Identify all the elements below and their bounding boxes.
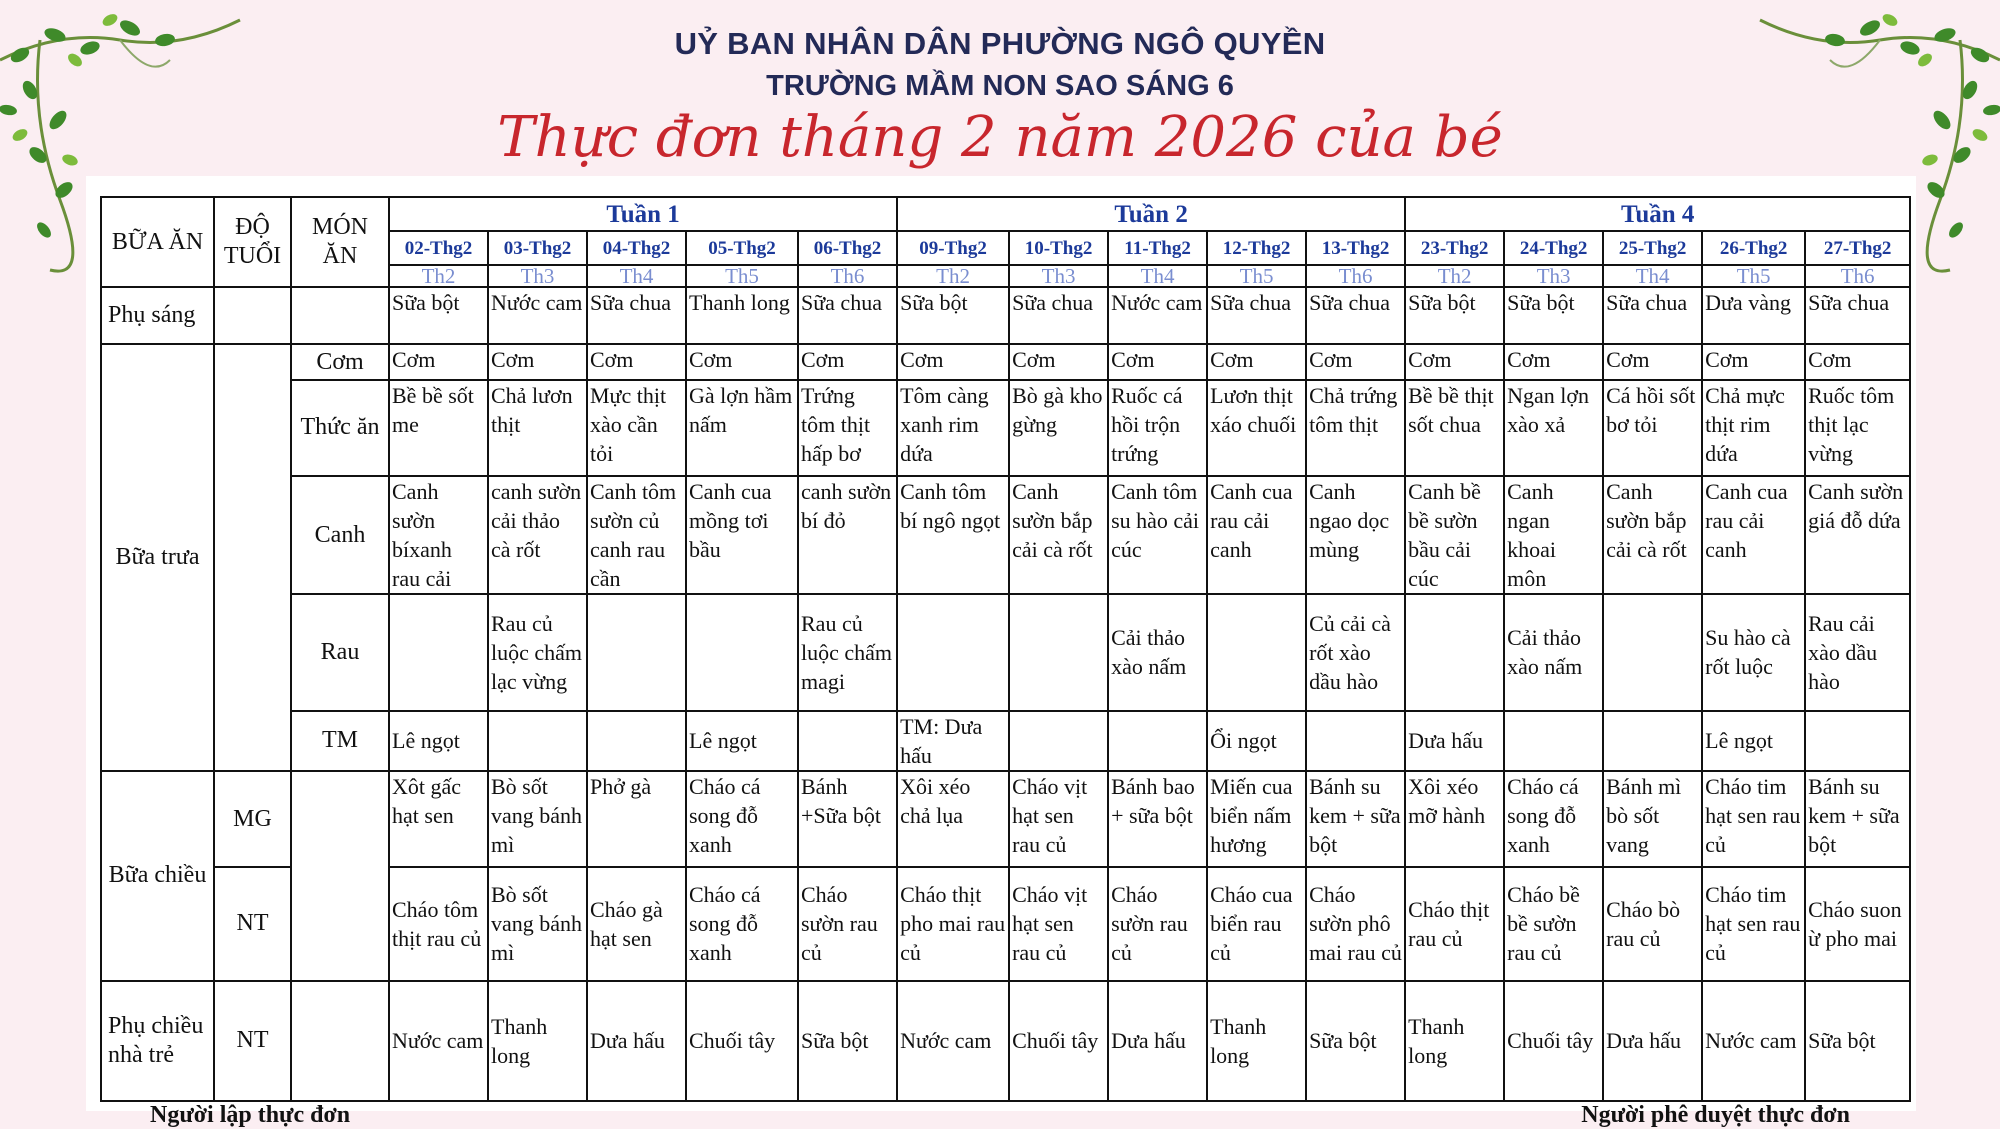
- menu-cell: Thanh long: [488, 981, 587, 1101]
- menu-cell: Chuối tây: [1504, 981, 1603, 1101]
- menu-cell: Cơm: [1108, 344, 1207, 379]
- menu-cell: Cải thảo xào nấm: [1108, 594, 1207, 710]
- menu-cell: Bánh su kem + sữa bột: [1306, 771, 1405, 867]
- row-thuc-an: [101, 380, 1910, 476]
- menu-cell: Cháo cá song đỗ xanh: [686, 771, 798, 867]
- menu-cell: Cơm: [488, 344, 587, 379]
- menu-cell: Cháo sườn rau củ: [798, 867, 897, 980]
- day-header: Th4: [1603, 265, 1702, 287]
- week-row: [101, 197, 1910, 231]
- day-header: Th3: [1009, 265, 1108, 287]
- col-header-bua-an: BỮA ĂN: [101, 197, 214, 287]
- day-header: Th2: [389, 265, 488, 287]
- menu-cell: Lê ngọt: [389, 711, 488, 771]
- menu-cell: Cháo cá song đỗ xanh: [1504, 771, 1603, 867]
- week-header: Tuần 2: [897, 197, 1405, 231]
- menu-cell: Canh tôm su hào cải cúc: [1108, 476, 1207, 594]
- menu-cell: Nước cam: [389, 981, 488, 1101]
- row-com: [101, 344, 1910, 379]
- menu-cell: Nước cam: [1108, 287, 1207, 344]
- menu-cell: Bánh +Sữa bột: [798, 771, 897, 867]
- menu-cell: Chả trứng tôm thịt: [1306, 380, 1405, 476]
- menu-cell: Bò sốt vang bánh mì: [488, 771, 587, 867]
- menu-cell: [1504, 711, 1603, 771]
- menu-cell: [686, 594, 798, 710]
- day-header: Th5: [1207, 265, 1306, 287]
- menu-cell: Canh cua mồng tơi bầu: [686, 476, 798, 594]
- date-header: 04-Thg2: [587, 231, 686, 265]
- menu-cell: Cơm: [1405, 344, 1504, 379]
- menu-cell: Sữa chua: [1603, 287, 1702, 344]
- menu-cell: Cháo bò rau củ: [1603, 867, 1702, 980]
- menu-cell: Cháo tim hạt sen rau củ: [1702, 771, 1805, 867]
- date-header: 24-Thg2: [1504, 231, 1603, 265]
- menu-cell: Sữa chua: [1207, 287, 1306, 344]
- menu-cell: Bánh su kem + sữa bột: [1805, 771, 1910, 867]
- footer-right: Người phê duyệt thực đơn: [1581, 1102, 1850, 1128]
- menu-cell: Sữa chua: [1009, 287, 1108, 344]
- menu-cell: Cá hồi sốt bơ tỏi: [1603, 380, 1702, 476]
- date-header: 26-Thg2: [1702, 231, 1805, 265]
- menu-cell: Canh sườn bắp cải cà rốt: [1009, 476, 1108, 594]
- menu-cell: Lê ngọt: [686, 711, 798, 771]
- menu-cell: Chuối tây: [1009, 981, 1108, 1101]
- menu-cell: Cơm: [1306, 344, 1405, 379]
- menu-cell: Ruốc cá hồi trộn trứng: [1108, 380, 1207, 476]
- menu-cell: Su hào cà rốt luộc: [1702, 594, 1805, 710]
- menu-cell: Nước cam: [1702, 981, 1805, 1101]
- menu-cell: [1108, 711, 1207, 771]
- menu-cell: Canh ngao dọc mùng: [1306, 476, 1405, 594]
- menu-cell: Canh sườn bắp cải cà rốt: [1603, 476, 1702, 594]
- menu-cell: Phở gà: [587, 771, 686, 867]
- menu-cell: Dưa vàng: [1702, 287, 1805, 344]
- dish-label: Cơm: [291, 344, 389, 379]
- menu-cell: Cơm: [897, 344, 1009, 379]
- menu-cell: Cháo thịt rau củ: [1405, 867, 1504, 980]
- dish-cell: [291, 981, 389, 1101]
- menu-cell: [1405, 594, 1504, 710]
- menu-cell: [1805, 711, 1910, 771]
- day-header: Th4: [587, 265, 686, 287]
- menu-cell: Tôm càng xanh rim dứa: [897, 380, 1009, 476]
- menu-cell: Cải thảo xào nấm: [1504, 594, 1603, 710]
- age-cell: [214, 344, 291, 770]
- dish-cell: [291, 771, 389, 981]
- menu-cell: canh sườn bí đỏ: [798, 476, 897, 594]
- date-header: 09-Thg2: [897, 231, 1009, 265]
- menu-cell: [798, 711, 897, 771]
- menu-cell: Ngan lợn xào xả: [1504, 380, 1603, 476]
- menu-cell: Bò sốt vang bánh mì: [488, 867, 587, 980]
- date-header: 02-Thg2: [389, 231, 488, 265]
- dish-cell: [291, 287, 389, 344]
- menu-cell: Chuối tây: [686, 981, 798, 1101]
- menu-cell: Trứng tôm thịt hấp bơ: [798, 380, 897, 476]
- row-canh: [101, 476, 1910, 594]
- menu-cell: Sữa chua: [1805, 287, 1910, 344]
- age-label: MG: [214, 771, 291, 867]
- menu-cell: Cháo cá song đỗ xanh: [686, 867, 798, 980]
- menu-cell: Cháo cua biển rau củ: [1207, 867, 1306, 980]
- menu-cell: Ổi ngọt: [1207, 711, 1306, 771]
- row-rau: [101, 594, 1910, 710]
- menu-cell: Bề bề thịt sốt chua: [1405, 380, 1504, 476]
- date-header: 25-Thg2: [1603, 231, 1702, 265]
- menu-cell: Thanh long: [686, 287, 798, 344]
- menu-cell: [488, 711, 587, 771]
- week-header: Tuần 4: [1405, 197, 1910, 231]
- meal-label: Phụ chiều nhà trẻ: [101, 981, 214, 1101]
- menu-cell: Chả lươn thịt: [488, 380, 587, 476]
- menu-cell: Xôi xéo mỡ hành: [1405, 771, 1504, 867]
- menu-cell: Thanh long: [1207, 981, 1306, 1101]
- menu-cell: Cơm: [1702, 344, 1805, 379]
- date-header: 13-Thg2: [1306, 231, 1405, 265]
- menu-cell: Củ cải cà rốt xào dầu hào: [1306, 594, 1405, 710]
- menu-cell: Cháo vịt hạt sen rau củ: [1009, 867, 1108, 980]
- menu-cell: Rau củ luộc chấm lạc vừng: [488, 594, 587, 710]
- day-header: Th6: [1306, 265, 1405, 287]
- date-header: 23-Thg2: [1405, 231, 1504, 265]
- menu-cell: [1009, 594, 1108, 710]
- menu-cell: Cơm: [686, 344, 798, 379]
- row-chieu-mg: [101, 771, 1910, 867]
- day-header: Th3: [488, 265, 587, 287]
- menu-cell: [897, 594, 1009, 710]
- menu-cell: Cháo sườn rau củ: [1108, 867, 1207, 980]
- dish-label: Canh: [291, 476, 389, 594]
- menu-cell: Canh cua rau cải canh: [1702, 476, 1805, 594]
- menu-cell: Sữa bột: [1504, 287, 1603, 344]
- day-header: Th6: [798, 265, 897, 287]
- day-header: Th2: [897, 265, 1009, 287]
- menu-cell: Cơm: [798, 344, 897, 379]
- menu-cell: Canh bề bề sườn bầu cải cúc: [1405, 476, 1504, 594]
- menu-cell: [1009, 711, 1108, 771]
- dish-label: Rau: [291, 594, 389, 710]
- menu-cell: Sữa chua: [798, 287, 897, 344]
- menu-cell: Canh sườn bíxanh rau cải: [389, 476, 488, 594]
- day-header: Th6: [1805, 265, 1910, 287]
- menu-cell: Cơm: [1504, 344, 1603, 379]
- menu-cell: Bề bề sốt me: [389, 380, 488, 476]
- menu-cell: Cháo suon ừ pho mai: [1805, 867, 1910, 980]
- meal-label: Bữa chiều: [101, 771, 214, 981]
- age-label: NT: [214, 867, 291, 980]
- date-header: 27-Thg2: [1805, 231, 1910, 265]
- date-header: 03-Thg2: [488, 231, 587, 265]
- menu-cell: Bò gà kho gừng: [1009, 380, 1108, 476]
- menu-cell: Sữa bột: [1805, 981, 1910, 1101]
- menu-cell: Canh tôm sườn củ canh rau cần: [587, 476, 686, 594]
- date-header: 06-Thg2: [798, 231, 897, 265]
- day-header: Th2: [1405, 265, 1504, 287]
- menu-cell: Dưa hấu: [587, 981, 686, 1101]
- menu-cell: Cháo tim hạt sen rau củ: [1702, 867, 1805, 980]
- menu-cell: Bánh bao + sữa bột: [1108, 771, 1207, 867]
- footer-left: Người lập thực đơn: [150, 1102, 351, 1128]
- age-label: NT: [214, 981, 291, 1101]
- day-header: Th3: [1504, 265, 1603, 287]
- menu-cell: Rau cải xào dầu hào: [1805, 594, 1910, 710]
- menu-cell: Lê ngọt: [1702, 711, 1805, 771]
- col-header-do-tuoi: ĐỘ TUỔI: [214, 197, 291, 287]
- menu-cell: Cơm: [1805, 344, 1910, 379]
- age-cell: [214, 287, 291, 344]
- menu-cell: Nước cam: [897, 981, 1009, 1101]
- menu-cell: Bánh mì bò sốt vang: [1603, 771, 1702, 867]
- menu-cell: Canh sườn giá đỗ dứa: [1805, 476, 1910, 594]
- week-header: Tuần 1: [389, 197, 897, 231]
- menu-cell: Cháo thịt pho mai rau củ: [897, 867, 1009, 980]
- menu-cell: [1207, 594, 1306, 710]
- menu-cell: Cháo vịt hạt sen rau củ: [1009, 771, 1108, 867]
- menu-cell: Cơm: [1009, 344, 1108, 379]
- menu-cell: Canh cua rau cải canh: [1207, 476, 1306, 594]
- dish-label: TM: [291, 711, 389, 771]
- menu-cell: Sữa bột: [798, 981, 897, 1101]
- menu-cell: Chả mực thịt rim dứa: [1702, 380, 1805, 476]
- meal-label: Phụ sáng: [101, 287, 214, 344]
- page-title: Thực đơn tháng 2 năm 2026 của bé: [497, 105, 1503, 170]
- menu-cell: Sữa bột: [897, 287, 1009, 344]
- menu-cell: [1603, 711, 1702, 771]
- header-committee: UỶ BAN NHÂN DÂN PHƯỜNG NGÔ QUYỀN: [674, 26, 1326, 61]
- row-tm: [101, 711, 1910, 771]
- date-header: 12-Thg2: [1207, 231, 1306, 265]
- menu-cell: Cơm: [1603, 344, 1702, 379]
- menu-cell: TM: Dưa hấu: [897, 711, 1009, 771]
- menu-cell: Sữa bột: [1306, 981, 1405, 1101]
- day-header: Th5: [686, 265, 798, 287]
- menu-cell: [587, 594, 686, 710]
- date-header: 11-Thg2: [1108, 231, 1207, 265]
- meal-label: Bữa trưa: [101, 344, 214, 770]
- date-header: 10-Thg2: [1009, 231, 1108, 265]
- day-header: Th5: [1702, 265, 1805, 287]
- menu-cell: Sữa bột: [1405, 287, 1504, 344]
- menu-cell: Cháo bề bề sườn rau củ: [1504, 867, 1603, 980]
- menu-cell: Dưa hấu: [1108, 981, 1207, 1101]
- menu-cell: Cháo gà hạt sen: [587, 867, 686, 980]
- dish-label: Thức ăn: [291, 380, 389, 476]
- row-phu-sang: [101, 287, 1910, 344]
- menu-cell: Xôi xéo chả lụa: [897, 771, 1009, 867]
- menu-cell: Dưa hấu: [1405, 711, 1504, 771]
- date-header: 05-Thg2: [686, 231, 798, 265]
- menu-cell: [587, 711, 686, 771]
- menu-cell: Cơm: [1207, 344, 1306, 379]
- menu-cell: [1603, 594, 1702, 710]
- menu-cell: Gà lợn hầm nấm: [686, 380, 798, 476]
- menu-cell: Nước cam: [488, 287, 587, 344]
- menu-cell: Canh tôm bí ngô ngọt: [897, 476, 1009, 594]
- menu-cell: Miến cua biển nấm hương: [1207, 771, 1306, 867]
- header-school: TRƯỜNG MẦM NON SAO SÁNG 6: [766, 70, 1234, 102]
- menu-cell: Mực thịt xào cần tỏi: [587, 380, 686, 476]
- menu-cell: Sữa chua: [587, 287, 686, 344]
- menu-table: [100, 196, 1911, 1102]
- col-header-mon-an: MÓN ĂN: [291, 197, 389, 287]
- menu-cell: Cháo tôm thịt rau củ: [389, 867, 488, 980]
- menu-cell: Cháo sườn phô mai rau củ: [1306, 867, 1405, 980]
- menu-cell: [389, 594, 488, 710]
- menu-cell: Lươn thịt xáo chuối: [1207, 380, 1306, 476]
- menu-cell: Dưa hấu: [1603, 981, 1702, 1101]
- menu-cell: Xôt gấc hạt sen: [389, 771, 488, 867]
- menu-cell: Cơm: [389, 344, 488, 379]
- menu-cell: Sữa chua: [1306, 287, 1405, 344]
- menu-cell: Cơm: [587, 344, 686, 379]
- menu-cell: Canh ngan khoai môn: [1504, 476, 1603, 594]
- menu-cell: [1306, 711, 1405, 771]
- menu-cell: Thanh long: [1405, 981, 1504, 1101]
- menu-cell: Sữa bột: [389, 287, 488, 344]
- menu-cell: Ruốc tôm thịt lạc vừng: [1805, 380, 1910, 476]
- menu-cell: canh sườn cải thảo cà rốt: [488, 476, 587, 594]
- day-header: Th4: [1108, 265, 1207, 287]
- row-phu-chieu: [101, 981, 1910, 1101]
- menu-cell: Rau củ luộc chấm magi: [798, 594, 897, 710]
